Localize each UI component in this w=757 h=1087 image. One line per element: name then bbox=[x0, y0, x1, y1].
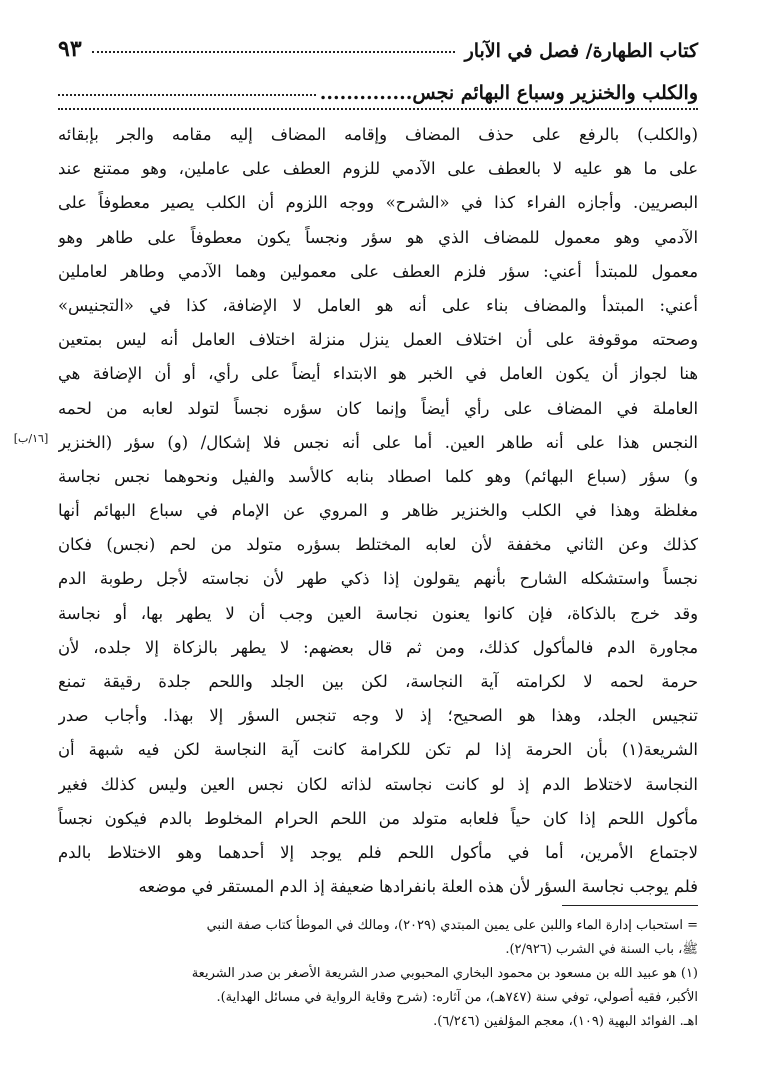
text-line: مغلظة وهذا في الكلب والخنزير ظاهر و المروي عن الإمام في سباع البهائم أنها bbox=[58, 501, 698, 521]
footnote-line: اهـ. الفوائد البهية (١٠٩)، معجم المؤلفين (٦/٢٤٦). bbox=[433, 1014, 698, 1029]
text-line: الشريعة(١) بأن الحرمة إذا لم تكن للكرامة كانت آية النجاسة لكن فيه شبهة أن bbox=[58, 740, 698, 760]
matn-text: والكلب والخنزير وسباع البهائم نجس.............. bbox=[319, 82, 698, 104]
text-line: على ما هو عليه لا بالعطف على الآدمي للزوم العطف على عاملين، وهو ممتنع عند bbox=[58, 159, 698, 179]
header-dotted-leader bbox=[92, 51, 455, 53]
text-line: وصحته موقوفة على أن اختلاف العمل ينزل منزلة اختلاف العامل أنه ليس بمتعين bbox=[58, 330, 698, 350]
text-line: معمول للمبتدأ أعني: سؤر فلزم العطف على معمولين وهما الآدمي وطاهر لعاملين bbox=[58, 261, 698, 281]
running-header bbox=[58, 28, 698, 62]
manuscript-folio-marker: [١٦/ب] bbox=[13, 432, 49, 445]
footnote-line: = استحباب إدارة الماء واللبن على يمين المبتدي (٢٠٢٩)، ومالك في الموطأ كتاب صفة النبي bbox=[206, 918, 698, 933]
text-line: و) سؤر (سباع البهائم) وهو كلما اصطاد بنابه كالأسد والفيل ونحوهما نجس نجاسة bbox=[58, 466, 698, 486]
text-line: النجس هذا على أنه طاهر العين. أما على أنه نجس فلا إشكال/ (و) سؤر (الخنزير bbox=[58, 432, 698, 452]
footnote-separator bbox=[562, 905, 698, 906]
text-line: كذلك وعن الثاني مخففة لأن لعابه المختلط بسؤره متولد من لحم (نجس) فكان bbox=[58, 535, 698, 555]
matn-line bbox=[58, 68, 698, 104]
text-line: الآدمي وهو معمول للمضاف الذي هو سؤر ونجساً يكون معطوفاً على طاهر وهو bbox=[58, 227, 698, 247]
text-line: وقد خرج بالذكاة، فإن كانوا يعنون نجاسة العين وجب أن لا يطهر بها، أو نجاسة bbox=[58, 603, 698, 623]
text-line: العاملة في المضاف على رأي أيضاً وإنما كان سؤره نجساً لتولد لعابه من لحمه bbox=[58, 398, 698, 418]
text-line: لاجتماع الأمرين، أما في مأكول اللحم فلم يوجد إلا أحدهما وهو الاختلاط بالدم bbox=[58, 842, 698, 862]
footnote-line: ﷺ، باب السنة في الشرب (٢/٩٢٦). bbox=[505, 942, 698, 957]
text-line: حرمة لحمه لا لكرامته آية النجاسة، لكن بين الجلد واللحم جلدة رقيقة تمنع bbox=[58, 672, 698, 691]
text-line: البصريين. وأجازه الفراء كذا في «الشرح» ووجه اللزوم أن الكلب يصير معطوفاً على bbox=[58, 193, 698, 213]
text-line: فلم يوجب نجاسة السؤر لأن هذه العلة بانفرادها ضعيفة إذ الدم المستقر في موضعه bbox=[138, 877, 698, 897]
text-line: نجساً واستشكله الشارح بأنهم يقولون إذا ذكي طهر لأن نجاسته لأجل رطوبة الدم bbox=[58, 569, 698, 589]
text-line: النجاسة لاختلاط الدم إذ لو كانت نجاسته لذاته لكان نجس العين وليس كذلك فغير bbox=[58, 774, 698, 794]
footnote-line: (١) هو عبيد الله بن مسعود بن محمود البخاري المحبوبي صدر الشريعة الأصغر بن صدر الشريعة bbox=[191, 966, 698, 981]
matn-dotted-leader bbox=[58, 94, 316, 96]
text-line: (والكلب) بالرفع على حذف المضاف وإقامه المضاف إليه مقامه والجر بإبقائه bbox=[58, 125, 698, 144]
text-line: مجاورة الدم فالمأكول كذلك، ومن ثم قال بعضهم: لا يطهر بالزكاة إلا جلده، لأن bbox=[58, 637, 698, 657]
text-line: هنا لجواز أن يكون العامل في الخبر هو الابتداء أيضاً على رأي، أو أن الإضافة هي bbox=[58, 364, 698, 384]
page-number: ٩٣ bbox=[58, 36, 82, 62]
footnotes bbox=[58, 914, 698, 1034]
matn-dotted-rule bbox=[58, 108, 698, 110]
commentary-text bbox=[58, 118, 698, 904]
text-line: مأكول اللحم إذا كان حياً فلعابه متولد من اللحم الحرام المخلوط بالدم فيكون نجساً bbox=[58, 808, 698, 828]
running-title: كتاب الطهارة/ فصل في الآبار bbox=[464, 40, 698, 62]
text-line: تنجيس الجلد، وهذا هو الصحيح؛ إذ لا وجه تنجس السؤر إلا بهذا. وأجاب صدر bbox=[58, 706, 698, 726]
footnote-line: الأكبر، فقيه أصولي، توفي سنة (٧٤٧هـ)، من آثاره: (شرح وقاية الرواية في مسائل الهداية). bbox=[216, 990, 698, 1005]
text-line: أعني: المبتدأ والمضاف بناء على أنه هو العامل لا الإضافة، كذا في «التجنيس» bbox=[58, 295, 698, 315]
